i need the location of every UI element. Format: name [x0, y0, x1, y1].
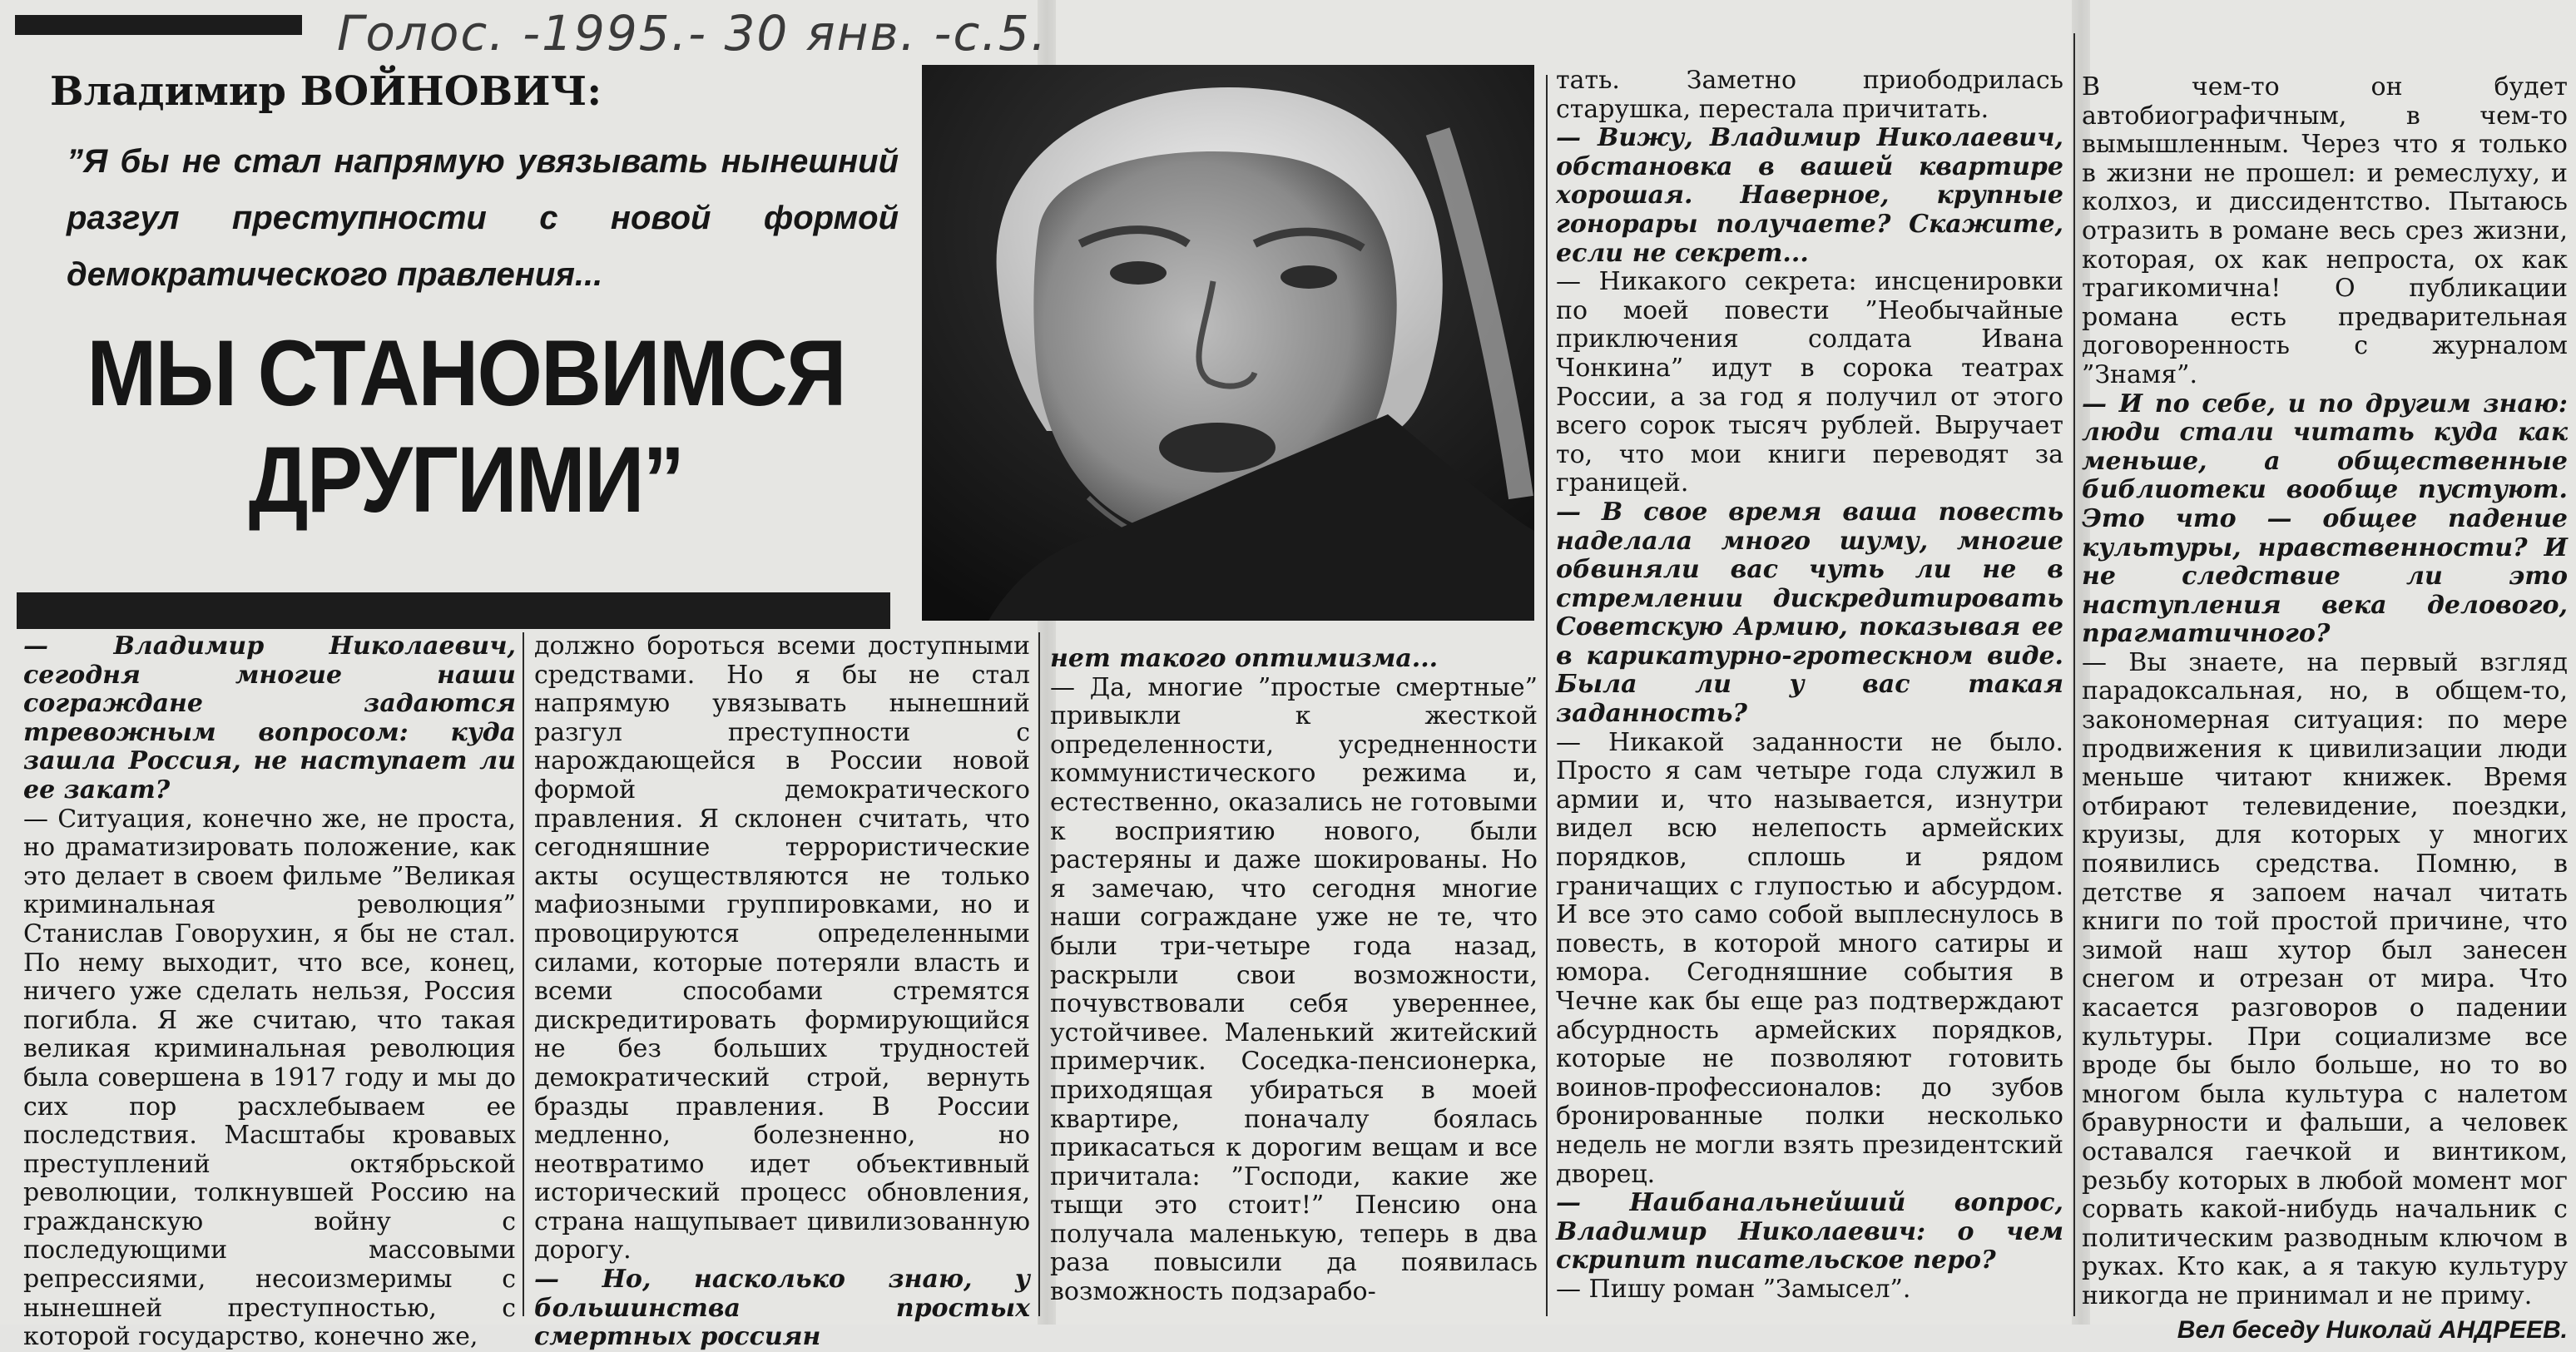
portrait-photo: [922, 65, 1534, 621]
author-line: Владимир ВОЙНОВИЧ:: [50, 68, 602, 115]
paragraph: — Ситуация, конечно же, не проста, но драматизировать положение, как это делает в своем фильме ”Великая криминальная революция” Станислав Говорухин, я бы не стал. По нему выходит, что все, конец, ничего уже сделать нельзя, Россия погибла. Я же считаю, что такая великая криминальная революция была совершена в 1917 году и мы до сих пор расхлебываем ее последствия. Масштабы кровавых преступлений октябрьской революции, толкнувшей Россию на гражданскую войну с последующими массовыми репрессиями, несоизмеримы с нынешней преступностью, с которой государство, конечно же,: [23, 804, 516, 1352]
paragraph: — Никакой заданности не было. Просто я сам четыре года служил в армии и, что называется, изнутри видел всю нелепость армейских порядков, сплошь и рядом граничащих с глупостью и абсурдом. И все это само собой выплеснулось в повесть, в которой много сатиры и юмора. Сегодняшние события в Чечне как бы еще раз подтверждают абсурдность армейских порядков, которые не позволяют готовить воинов-профессионалов: до зубов бронированные полки несколько недель не могли взять президентский дворец.: [1556, 727, 2063, 1189]
byline-signature: Вел беседу Николай АНДРЕЕВ.: [2177, 1315, 2568, 1344]
paragraph: тать. Заметно приободрилась старушка, перестала причитать.: [1556, 66, 2063, 124]
paragraph: — Вы знаете, на первый взгляд парадоксальная, но, в общем-то, закономерная ситуация: по мере продвижения к цивилизации люди меньше читают книжек. Время отбирают телевидение, поездки, круизы, для которых у многих появились средства. Помню, в детстве я запоем начал читать книги по той простой причине, что зимой наш хутор был занесен снегом и отрезан от мира. Что касается разговоров о падении культуры. При социализме все вроде бы было больше, но то во многом была культура с налетом бравурности и фальши, а человек оставался гаечкой и винтиком, резьбу которых в любой момент мог сорвать какой-нибудь начальник с политическим разводным ключом в руках. Кто как, а я такую культуру никогда не принимал и не приму.: [2082, 647, 2568, 1310]
portrait-photo-icon: [922, 65, 1534, 621]
paragraph: — Никакого секрета: инсценировки по моей повести ”Необычайные приключения солдата Ивана Чонкина” идут в сорока театрах России, а за год я получил от этого всего сорок тысяч рублей. Выручает то, что мои книги переводят за границей.: [1556, 267, 2063, 498]
handwritten-source-note: Голос. -1995.- 30 янв. -с.5.: [337, 5, 1048, 62]
paragraph: — Но, насколько знаю, у большинства простых смертных россиян: [534, 1265, 1030, 1352]
paragraph: — Пишу роман ”Замысел”.: [1556, 1274, 1911, 1304]
paragraph: — И по себе, и по другим знаю: люди стали читать куда как меньше, а общественные библиотеки вообще пустуют. Это что — общее падение культуры, нравственности? И не следствие ли это наступления века делового, прагматичного?: [2082, 389, 2568, 649]
paragraph: — Да, многие ”простые смертные” привыкли к жесткой определенности, усредненности коммунистического режима и, естественно, оказались не готовыми к восприятию нового, были растеряны и даже шокированы. Но я замечаю, что сегодня многие наши сограждане уже не те, что были три-четыре года назад, раскрыли свои возможности, почувствовали себя увереннее, устойчивее. Маленький житейский примерчик. Соседка-пенсионерка, приходящая убираться в моей квартире, поначалу боялась прикасаться к дорогим вещам и все причитала: ”Господи, какие же тыщи это стоит!” Пенсию она получала маленькую, теперь в два раза повысили да появилась возможность подзарабо-: [1050, 672, 1538, 1307]
headline-bottom-rule: [17, 592, 890, 629]
column-rule: [2073, 33, 2075, 1316]
paragraph: — Вижу, Владимир Николаевич, обстановка в вашей квартире хорошая. Наверное, крупные гонорары получаете? Скажите, если не секрет...: [1556, 123, 2063, 268]
column-rule: [1546, 75, 1548, 1316]
column-rule: [523, 632, 524, 1316]
paragraph: должно бороться всеми доступными средствами. Но я бы не стал напрямую увязывать нынешний разгул преступности с нарождающейся в России новой формой демократического правления. Я склонен считать, что сегодняшние террористические акты осуществляются не только мафиозными группировками, но и провоцируются определенными силами, которые потеряли власть и всеми способами стремятся дискредитировать формирующийся не без больших трудностей демократический строй, вернуть бразды правления. В России медленно, болезненно, но неотвратимо идет объективный исторический процесс обновления, страна нащупывает цивилизованную дорогу.: [534, 631, 1030, 1265]
paragraph: — Наибанальнейший вопрос, Владимир Николаевич: о чем скрипит писательское перо?: [1556, 1188, 2063, 1275]
paragraph: — Владимир Николаевич, сегодня многие наши сограждане задаются тревожным вопросом: куда зашла Россия, не наступает ли ее закат?: [23, 631, 516, 805]
paragraph: — В свое время ваша повесть наделала много шуму, многие обвиняли вас чуть ли не в стремлении дискредитировать Советскую Армию, показывая ее в карикатурно-гротескном виде. Была ли у вас такая заданность?: [1556, 497, 2063, 729]
paragraph: В чем-то он будет автобиографичным, в чем-то вымышленным. Через что я только в жизни не прошел: и ремеслуху, и колхоз, и диссидентство. Пытаюсь отразить в романе весь срез жизни, которая, ох как непроста, ох как трагикомична! О публикации романа есть предварительная договоренность с журналом ”Знамя”.: [2082, 72, 2568, 389]
lead-quote: ”Я бы не стал напрямую увязывать нынешний разгул преступности с новой формой демократического правления...: [67, 143, 899, 293]
column-rule: [1038, 632, 1040, 1316]
article-column-5: [2082, 72, 2568, 1344]
article-column-1: [23, 631, 516, 1352]
article-column-2: [534, 631, 1030, 1352]
top-rule: [15, 15, 302, 35]
article-column-3: [1050, 645, 1538, 1323]
headline: МЫ СТАНОВИМСЯ ДРУГИМИ”: [87, 321, 845, 532]
article-column-4: [1556, 67, 2063, 1323]
paragraph: нет такого оптимизма...: [1050, 644, 1439, 673]
